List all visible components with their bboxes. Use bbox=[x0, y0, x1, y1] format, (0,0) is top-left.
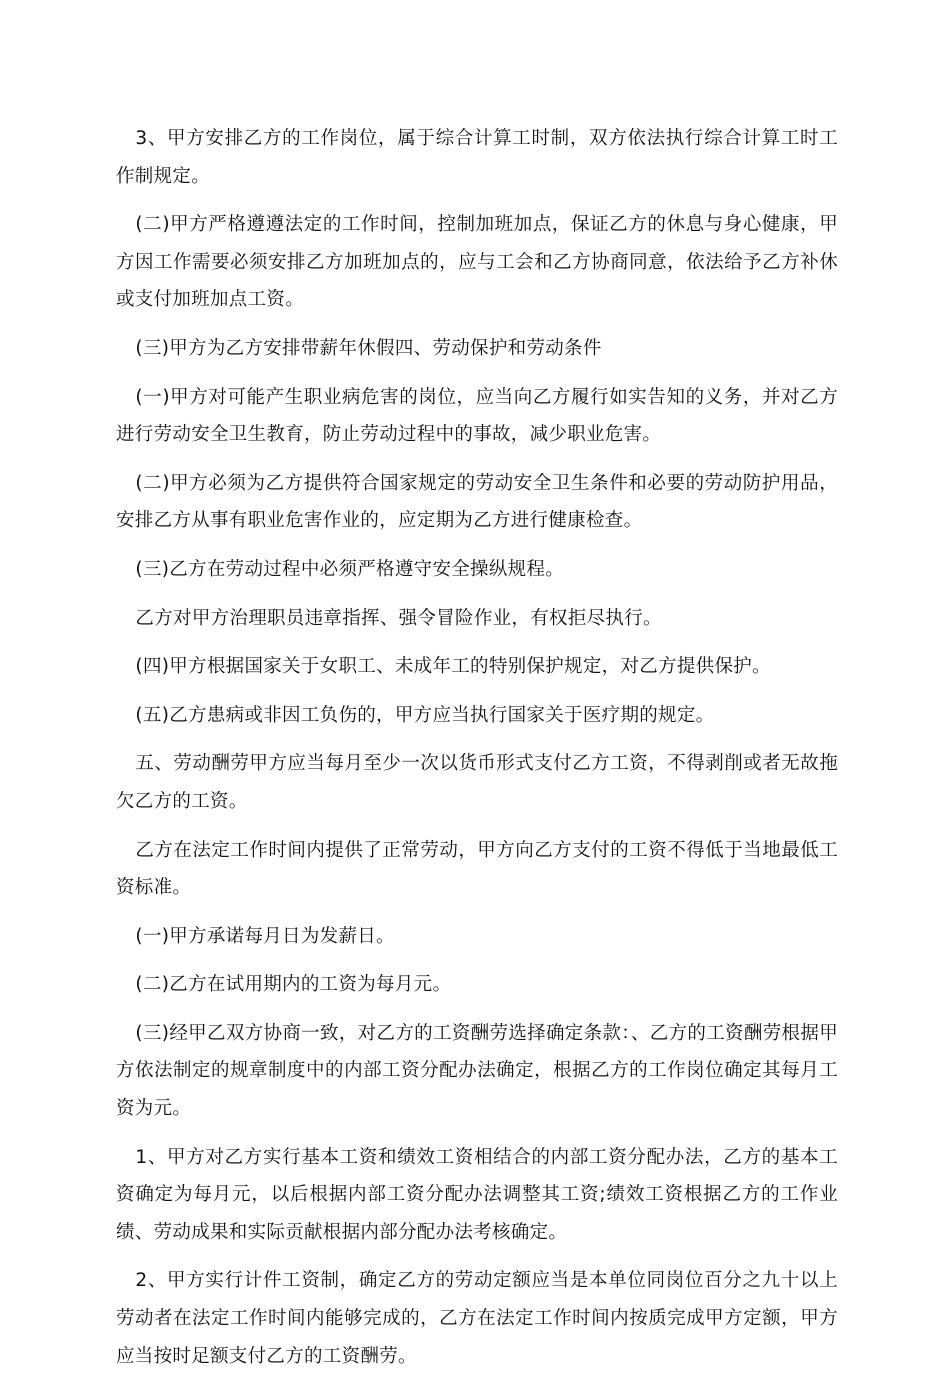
paragraph: (二)乙方在试用期内的工资为每月元。 bbox=[135, 974, 452, 996]
paragraph: (一)甲方承诺每月日为发薪日。 bbox=[135, 925, 395, 947]
paragraph: 3、甲方安排乙方的工作岗位，属于综合计算工时制，双方依法执行综合计算工时工作制规定。 bbox=[116, 128, 838, 187]
paragraph: (四)甲方根据国家关于女职工、未成年工的特别保护规定，对乙方提供保护。 bbox=[135, 656, 771, 678]
paragraph: 1、甲方对乙方实行基本工资和绩效工资相结合的内部工资分配办法，乙方的基本工资确定为每月元，以后根据内部工资分配办法调整其工资;绩效工资根据乙方的工作业绩、劳动成果和实际贡献根据内部分配办法考核确定。 bbox=[116, 1146, 838, 1243]
paragraph: (五)乙方患病或非因工负伤的，甲方应当执行国家关于医疗期的规定。 bbox=[135, 704, 715, 726]
paragraph: (二)甲方必须为乙方提供符合国家规定的劳动安全卫生条件和必要的劳动防护用品，安排乙方从事有职业危害作业的，应定期为乙方进行健康检查。 bbox=[116, 472, 838, 532]
paragraph: 乙方对甲方治理职员违章指挥、强令冒险作业，有权拒尽执行。 bbox=[135, 607, 662, 629]
paragraph: 五、劳动酬劳甲方应当每月至少一次以货币形式支付乙方工资，不得剥削或者无故拖欠乙方的工资。 bbox=[116, 753, 838, 812]
paragraph: (一)甲方对可能产生职业病危害的岗位，应当向乙方履行如实告知的义务，并对乙方进行劳动安全卫生教育，防止劳动过程中的事故，减少职业危害。 bbox=[116, 386, 838, 446]
paragraph: (三)甲方为乙方安排带薪年休假四、劳动保护和劳动条件 bbox=[135, 337, 602, 359]
paragraph: 乙方在法定工作时间内提供了正常劳动，甲方向乙方支付的工资不得低于当地最低工资标准。 bbox=[116, 839, 838, 899]
paragraph: (三)经甲乙双方协商一致，对乙方的工资酬劳选择确定条款：、乙方的工资酬劳根据甲方依法制定的规章制度中的内部工资分配办法确定，根据乙方的工作岗位确定其每月工资为元。 bbox=[116, 1022, 838, 1120]
document-page bbox=[116, 120, 838, 1386]
paragraph: (三)乙方在劳动过程中必须严格遵守安全操纵规程。 bbox=[135, 558, 565, 580]
paragraph: (二)甲方严格遵遵法定的工作时间，控制加班加点，保证乙方的休息与身心健康，甲方因工作需要必须安排乙方加班加点的，应与工会和乙方协商同意，依法给予乙方补休或支付加班加点工资。 bbox=[116, 214, 838, 311]
paragraph: 2、甲方实行计件工资制，确定乙方的劳动定额应当是本单位同岗位百分之九十以上劳动者在法定工作时间内能够完成的，乙方在法定工作时间内按质完成甲方定额，甲方应当按时足额支付乙方的工资酬劳。 bbox=[116, 1270, 838, 1367]
